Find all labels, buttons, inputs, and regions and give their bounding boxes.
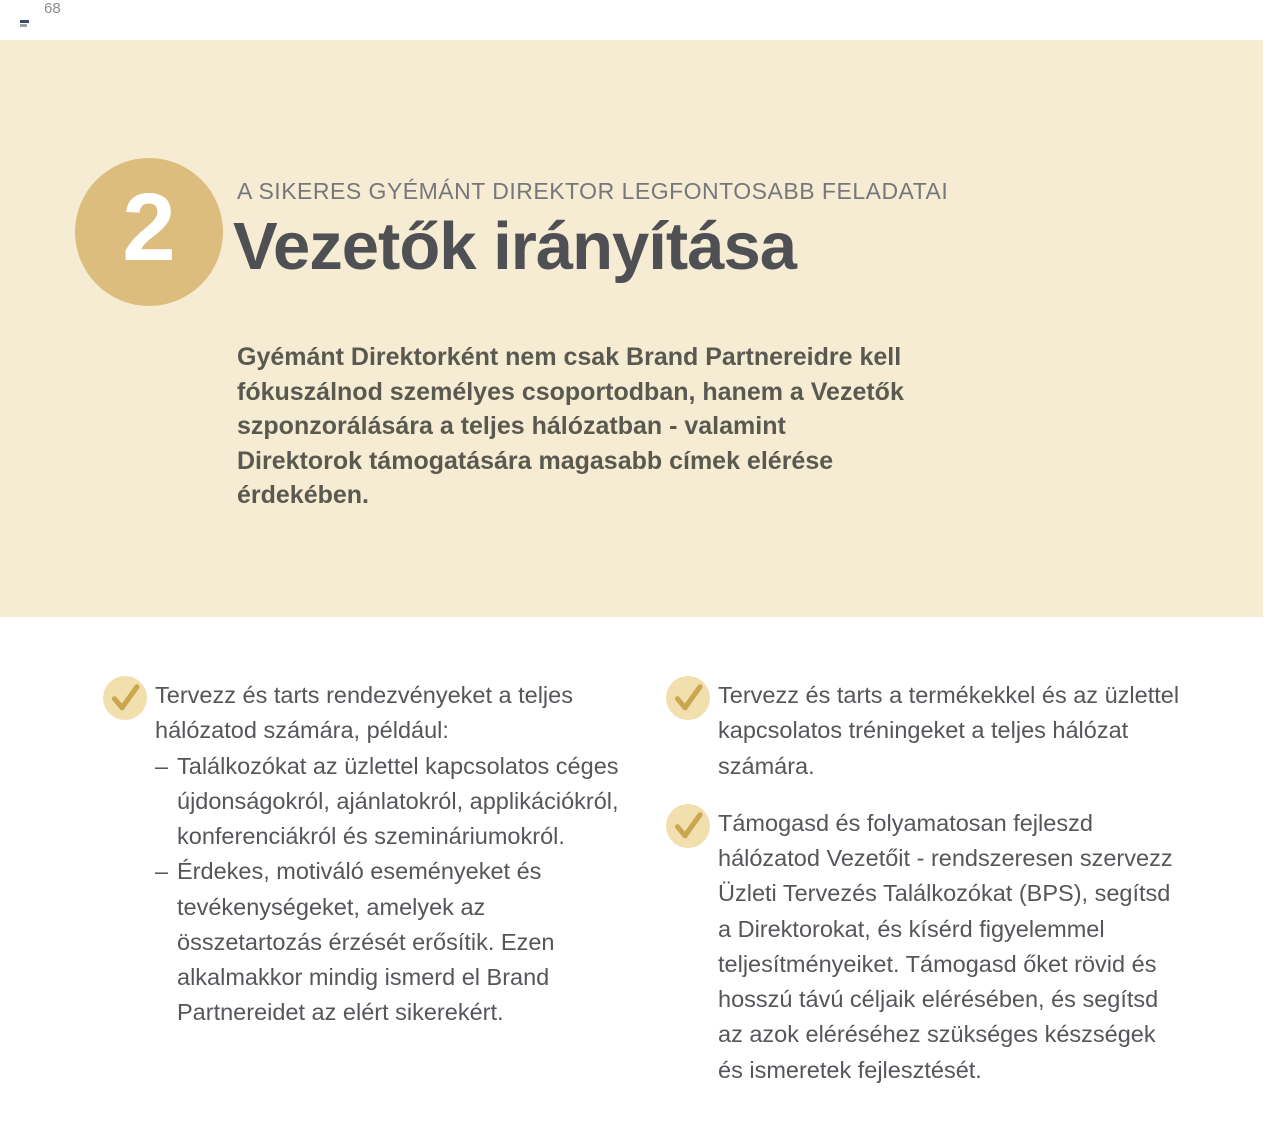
- tiny-page-icon: [20, 20, 30, 30]
- page-number: 68: [44, 0, 61, 17]
- sub-list-item-text: Érdekes, motiváló eseményeket és tevékenységeket, amelyek az összetartozás érzését erősítik. Ezen alkalmakkor mindig ismerd el Brand Partnereidet az elért sikerekért.: [177, 858, 555, 1026]
- list-item-text: [155, 678, 623, 1031]
- sub-list-item-text: Találkozókat az üzlettel kapcsolatos céges újdonságokról, ajánlatokról, applikációkról, konferenciákról és szemináriumokról.: [177, 752, 619, 849]
- list-item-lead: Tervezz és tarts rendezvényeket a teljes hálózatod számára, például:: [155, 682, 573, 744]
- dash-marker: –: [155, 752, 169, 779]
- section-number-badge: [75, 158, 223, 306]
- sub-list-item: [155, 749, 623, 855]
- hero-intro-paragraph: Gyémánt Direktorként nem csak Brand Partnereidre kell fókuszálnod személyes csoportodban, hanem a Vezetők szponzorálására a teljes hálózatban - valamint Direktorok támogatására magasabb címek elérése érdekében.: [237, 343, 904, 509]
- hero-eyebrow: A SIKERES GYÉMÁNT DIREKTOR LEGFONTOSABB FELADATAI: [237, 178, 949, 204]
- list-item: [666, 678, 1196, 784]
- checklist-column-right: [666, 678, 1196, 1110]
- hero-panel: [0, 40, 1263, 617]
- checkmark-icon: [666, 804, 710, 848]
- dash-marker: –: [155, 858, 169, 885]
- list-item: [666, 806, 1196, 1088]
- list-item: [103, 678, 633, 1031]
- section-number: 2: [122, 174, 176, 281]
- page-title: Vezetők irányítása: [233, 209, 796, 284]
- list-item-text: Támogasd és folyamatosan fejleszd hálózatod Vezetőit - rendszeresen szervezz Üzleti Tervezés Találkozókat (BPS), segítsd a Direktorokat, és kísérd figyelemmel teljesítményeiket. Támogasd őket rövid és hosszú távú céljaik elérésében, és segítsd az azok eléréséhez szükséges készségek és ismeretek fejlesztését.: [718, 809, 1173, 1083]
- checkmark-icon: [666, 676, 710, 720]
- checkmark-icon: [103, 676, 147, 720]
- checklist-column-left: [103, 678, 633, 1053]
- sub-list-item: [155, 854, 623, 1030]
- list-item-text: Tervezz és tarts a termékekkel és az üzlettel kapcsolatos tréningeket a teljes hálózat számára.: [718, 682, 1180, 779]
